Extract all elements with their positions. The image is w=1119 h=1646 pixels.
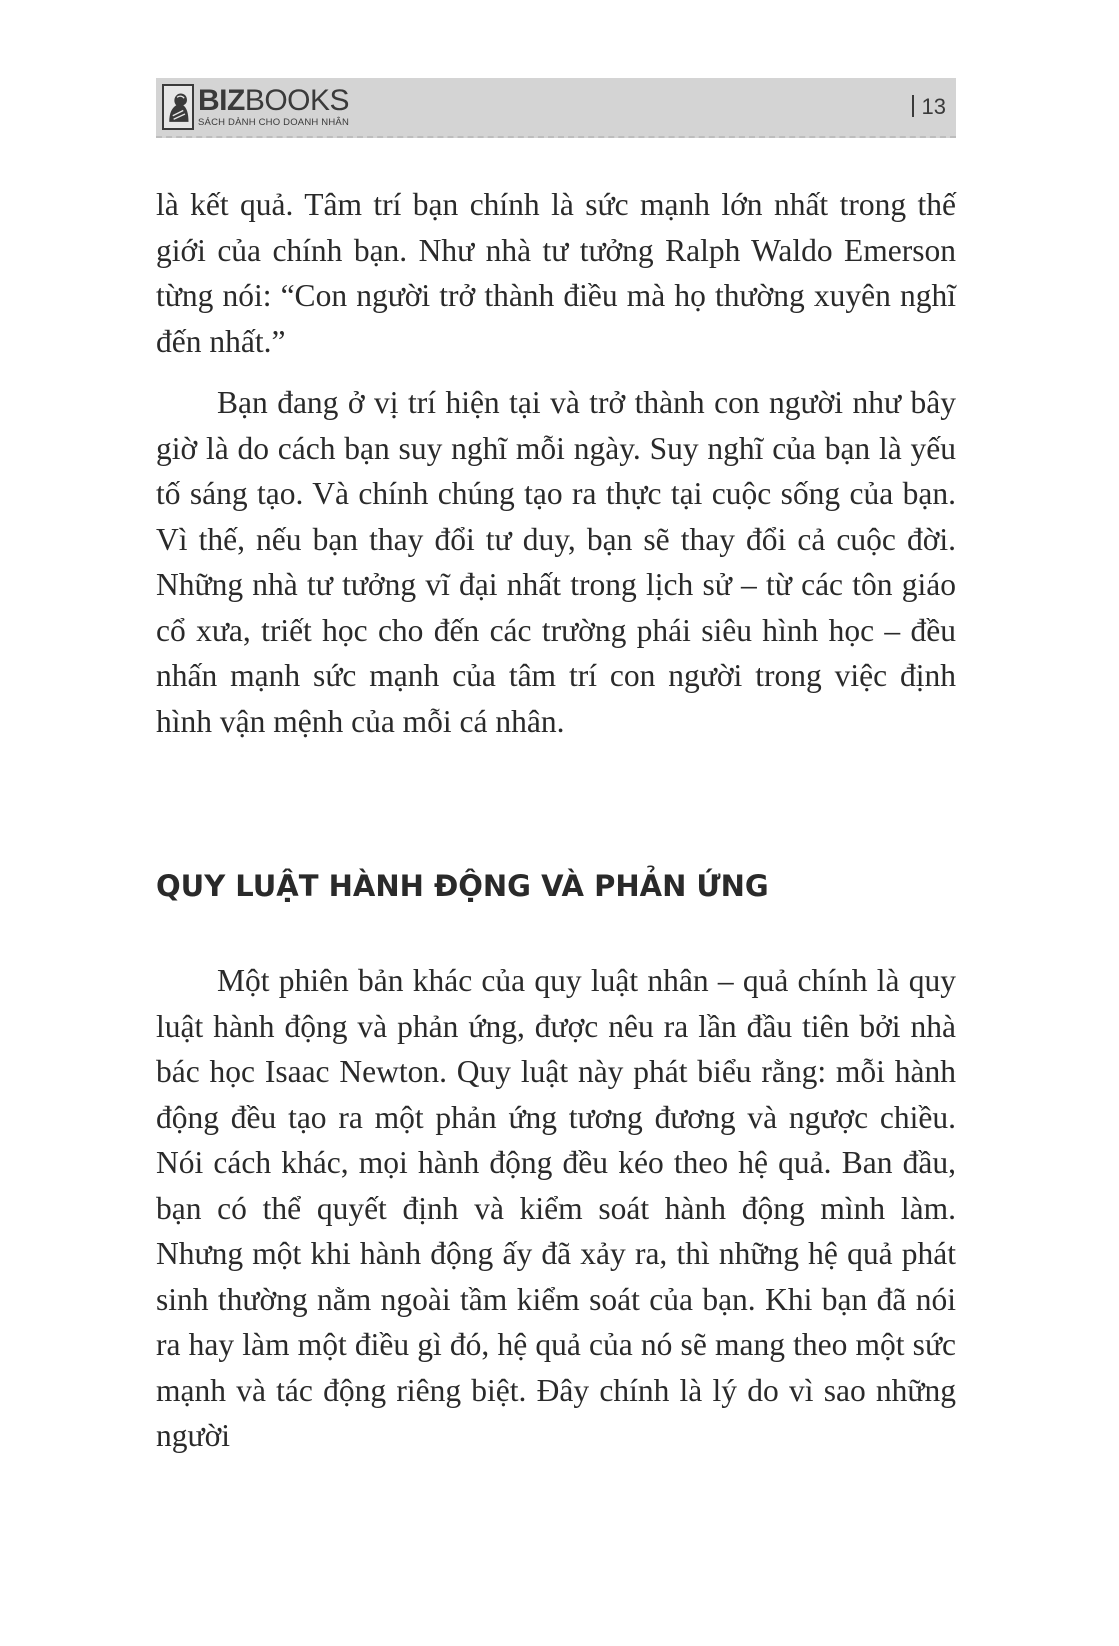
brand-name-light: BOOKS: [244, 83, 350, 117]
page-number-divider: [912, 95, 914, 117]
bizbooks-emblem-icon: [162, 84, 194, 130]
brand-name: [198, 83, 350, 117]
page-number: [912, 92, 946, 122]
paragraph-2: Bạn đang ở vị trí hiện tại và trở thành con người như bây giờ là do cách bạn suy nghĩ mỗi ngày. Suy nghĩ của bạn là yếu tố sáng tạo. Và chính chúng tạo ra thực tại cuộc sống của bạn. Vì thế, nếu bạn thay đổi tư duy, bạn sẽ thay đổi cả cuộc đời. Những nhà tư tưởng vĩ đại nhất trong lịch sử – từ các tôn giáo cổ xưa, triết học cho đến các trường phái siêu hình học – đều nhấn mạnh sức mạnh của tâm trí con người trong việc định hình vận mệnh của mỗi cá nhân.: [156, 385, 956, 739]
publisher-logo: [162, 84, 349, 130]
page-header: [156, 78, 956, 138]
brand-tagline: SÁCH DÀNH CHO DOANH NHÂN: [198, 116, 350, 128]
paragraph-3: Một phiên bản khác của quy luật nhân – quả chính là quy luật hành động và phản ứng, được nêu ra lần đầu tiên bởi nhà bác học Isaac Newton. Quy luật này phát biểu rằng: mỗi hành động đều tạo ra một phản ứng tương đương và ngược chiều. Nói cách khác, mọi hành động đều kéo theo hệ quả. Ban đầu, bạn có thể quyết định và kiểm soát hành động mình làm. Nhưng một khi hành động ấy đã xảy ra, thì những hệ quả phát sinh thường nằm ngoài tầm kiểm soát của bạn. Khi bạn đã nói ra hay làm một điều gì đó, hệ quả của nó sẽ mang theo một sức mạnh và tác động riêng biệt. Đây chính là lý do vì sao những người: [156, 963, 956, 1453]
page-number-value: 13: [921, 94, 946, 119]
brand-name-bold: BIZ: [198, 83, 245, 117]
section-heading: QUY LUẬT HÀNH ĐỘNG VÀ PHẢN ỨNG: [156, 869, 769, 903]
paragraph-1: là kết quả. Tâm trí bạn chính là sức mạnh lớn nhất trong thế giới của chính bạn. Như nhà tư tưởng Ralph Waldo Emerson từng nói: “Con người trở thành điều mà họ thường xuyên nghĩ đến nhất.”: [156, 187, 956, 359]
